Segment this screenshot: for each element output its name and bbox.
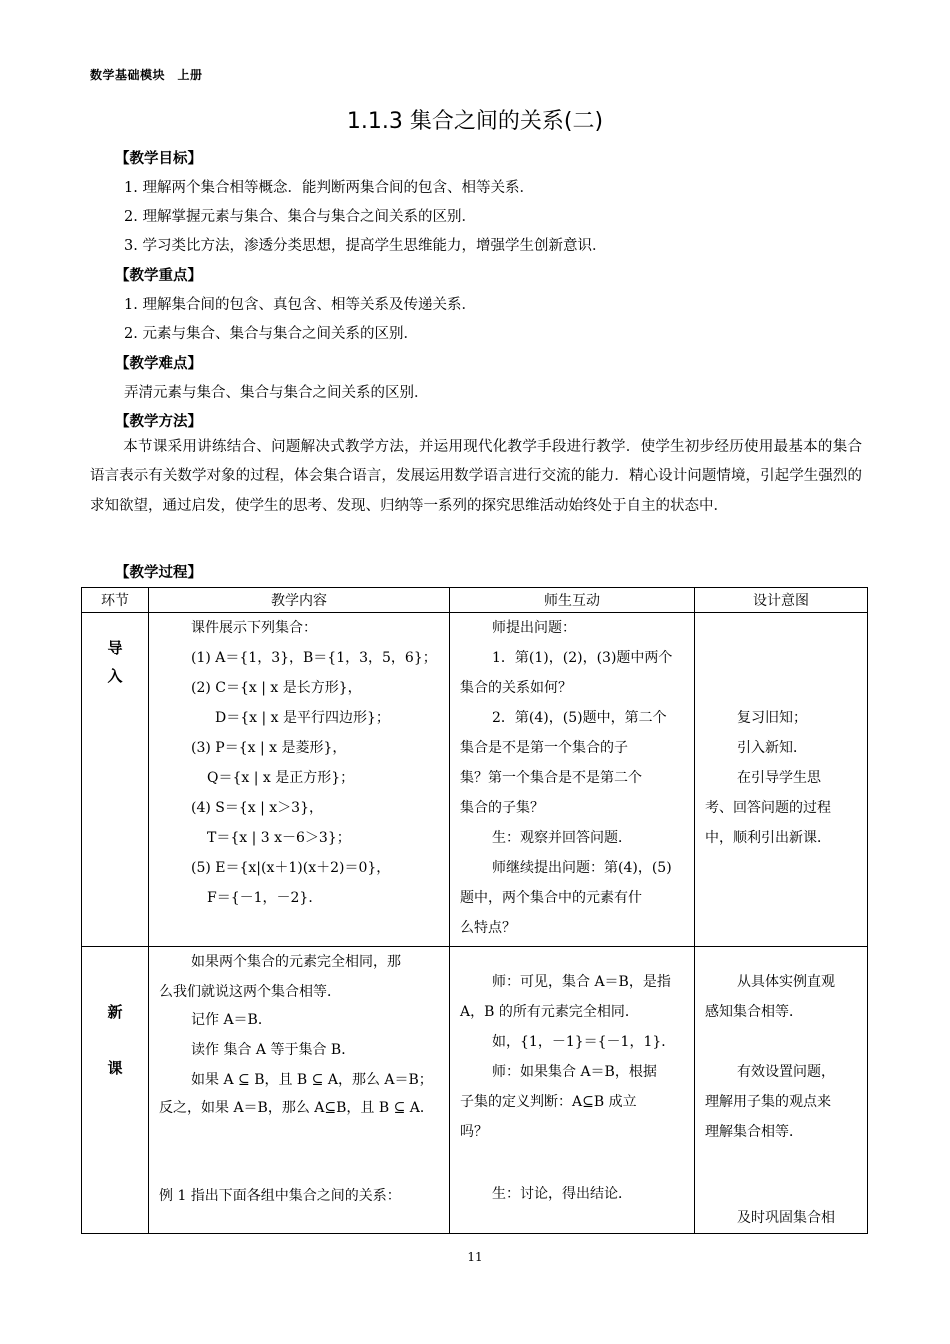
- stage-cell-new: [82, 947, 148, 1233]
- running-header: 数学基础模块 上册: [90, 68, 203, 82]
- page-number: 11: [467, 1250, 483, 1264]
- stage-char: 导: [107, 639, 123, 657]
- content-line: 读作 集合 A 等于集合 B．: [191, 1042, 356, 1058]
- content-line: (5) E＝{x|(x＋1)(x＋2)＝0}，: [191, 860, 391, 876]
- content-line: (2) C＝{x | x 是长方形}，: [191, 680, 362, 696]
- objective-item: 1. 理解两个集合相等概念．能判断两集合间的包含、相等关系．: [124, 180, 534, 196]
- table-row: [82, 947, 868, 1234]
- content-line: T＝{x | 3 x－6＞3}；: [207, 830, 351, 846]
- intent-line: 从具体实例直观: [737, 974, 835, 990]
- difficulty-item: 弄清元素与集合、集合与集合之间关系的区别．: [124, 385, 429, 401]
- objective-item: 3. 学习类比方法，渗透分类思想，提高学生思维能力，增强学生创新意识．: [124, 238, 607, 254]
- process-heading: 【教学过程】: [115, 565, 202, 581]
- intent-line: 考、回答问题的过程: [705, 800, 831, 816]
- intent-cell-intro: [695, 613, 867, 946]
- content-line: 反之，如果 A＝B，那么 A⊆B，且 B ⊆ A．: [159, 1100, 434, 1116]
- intent-line: 有效设置问题，: [737, 1064, 835, 1080]
- col-header-interaction: 师生互动: [450, 588, 695, 613]
- intent-line: 在引导学生思: [737, 770, 821, 786]
- stage-cell-intro: [82, 613, 148, 946]
- interaction-line: 1．第(1)，(2)，(3)题中两个: [492, 650, 673, 666]
- interaction-line: 集合是不是第一个集合的子: [460, 740, 628, 756]
- interaction-line: A，B 的所有元素完全相同．: [460, 1004, 639, 1020]
- difficulties-heading: 【教学难点】: [115, 356, 202, 372]
- objectives-heading: 【教学目标】: [115, 151, 202, 167]
- interaction-line: 集合的关系如何？: [460, 680, 572, 696]
- interaction-line: 如，{1，－1}＝{－1，1}．: [492, 1034, 676, 1050]
- interaction-line: 集合的子集？: [460, 800, 544, 816]
- intent-line: 引入新知．: [737, 740, 807, 756]
- interaction-line: 师：如果集合 A＝B，根据: [492, 1064, 657, 1080]
- content-line: D＝{x | x 是平行四边形}；: [215, 710, 390, 726]
- teaching-process-table: [81, 587, 868, 1234]
- content-line: 课件展示下列集合：: [191, 620, 317, 636]
- section-title: 1.1.3 集合之间的关系(二): [346, 109, 604, 134]
- interaction-cell-intro: [450, 613, 694, 946]
- keypoints-heading: 【教学重点】: [115, 268, 202, 284]
- stage-char: 新: [107, 1003, 123, 1021]
- intent-line: 及时巩固集合相: [737, 1210, 835, 1226]
- interaction-line: 生：观察并回答问题．: [492, 830, 632, 846]
- col-header-stage: 环节: [82, 588, 149, 613]
- example-1-label: 例 1 指出下面各组中集合之间的关系：: [159, 1188, 401, 1204]
- stage-char: 课: [107, 1059, 123, 1077]
- intent-line: 感知集合相等．: [705, 1004, 803, 1020]
- interaction-line: 集？第一个集合是不是第二个: [460, 770, 642, 786]
- content-cell-intro: [149, 613, 449, 946]
- col-header-content: 教学内容: [149, 588, 450, 613]
- content-line: (3) P＝{x | x 是菱形}，: [191, 740, 347, 756]
- interaction-cell-new: [450, 947, 694, 1233]
- interaction-line: 师：可见，集合 A＝B，是指: [492, 974, 671, 990]
- interaction-line: 题中，两个集合中的元素有什: [460, 890, 642, 906]
- intent-cell-new: [695, 947, 867, 1233]
- interaction-line: 师继续提出问题：第(4)，(5): [492, 860, 672, 876]
- keypoint-item: 1. 理解集合间的包含、真包含、相等关系及传递关系．: [124, 297, 476, 313]
- content-line: (1) A＝{1，3}，B＝{1，3，5，6}；: [191, 650, 437, 666]
- content-line: 如果两个集合的元素完全相同，那: [191, 954, 401, 970]
- interaction-line: 2．第(4)，(5)题中，第二个: [492, 710, 667, 726]
- col-header-intent: 设计意图: [695, 588, 868, 613]
- content-line: 记作 A＝B．: [191, 1012, 272, 1028]
- methods-heading: 【教学方法】: [115, 414, 202, 430]
- interaction-line: 生：讨论，得出结论．: [492, 1186, 632, 1202]
- methods-paragraph: 本节课采用讲练结合、问题解决式教学方法，并运用现代化教学手段进行教学．使学生初步经历使用最基本的集合语言表示有关数学对象的过程，体会集合语言，发展运用数学语言进行交流的能力．精心设计问题情境，引起学生强烈的求知欲望，通过启发，使学生的思考、发现、归纳等一系列的探究思维活动始终处于自主的状态中．: [90, 439, 862, 514]
- keypoint-item: 2. 元素与集合、集合与集合之间关系的区别．: [124, 326, 418, 342]
- table-header-row: [82, 588, 868, 613]
- content-line: F＝{－1，－2}．: [207, 890, 323, 906]
- interaction-line: 么特点？: [460, 920, 516, 936]
- content-line: 么我们就说这两个集合相等．: [159, 984, 341, 1000]
- intent-line: 理解用子集的观点来: [705, 1094, 831, 1110]
- content-line: 如果 A ⊆ B，且 B ⊆ A，那么 A＝B；: [191, 1072, 433, 1088]
- intent-line: 复习旧知；: [737, 710, 807, 726]
- content-line: (4) S＝{x | x＞3}，: [191, 800, 324, 816]
- table-row: [82, 613, 868, 947]
- content-line: Q＝{x | x 是正方形}；: [207, 770, 355, 786]
- interaction-line: 吗？: [460, 1124, 488, 1140]
- interaction-line: 师提出问题：: [492, 620, 576, 636]
- intent-line: 理解集合相等．: [705, 1124, 803, 1140]
- content-cell-new: [149, 947, 449, 1233]
- objective-item: 2. 理解掌握元素与集合、集合与集合之间关系的区别．: [124, 209, 476, 225]
- stage-char: 入: [107, 667, 123, 685]
- intent-line: 中，顺利引出新课．: [705, 830, 831, 846]
- interaction-line: 子集的定义判断：A⊆B 成立: [460, 1094, 637, 1110]
